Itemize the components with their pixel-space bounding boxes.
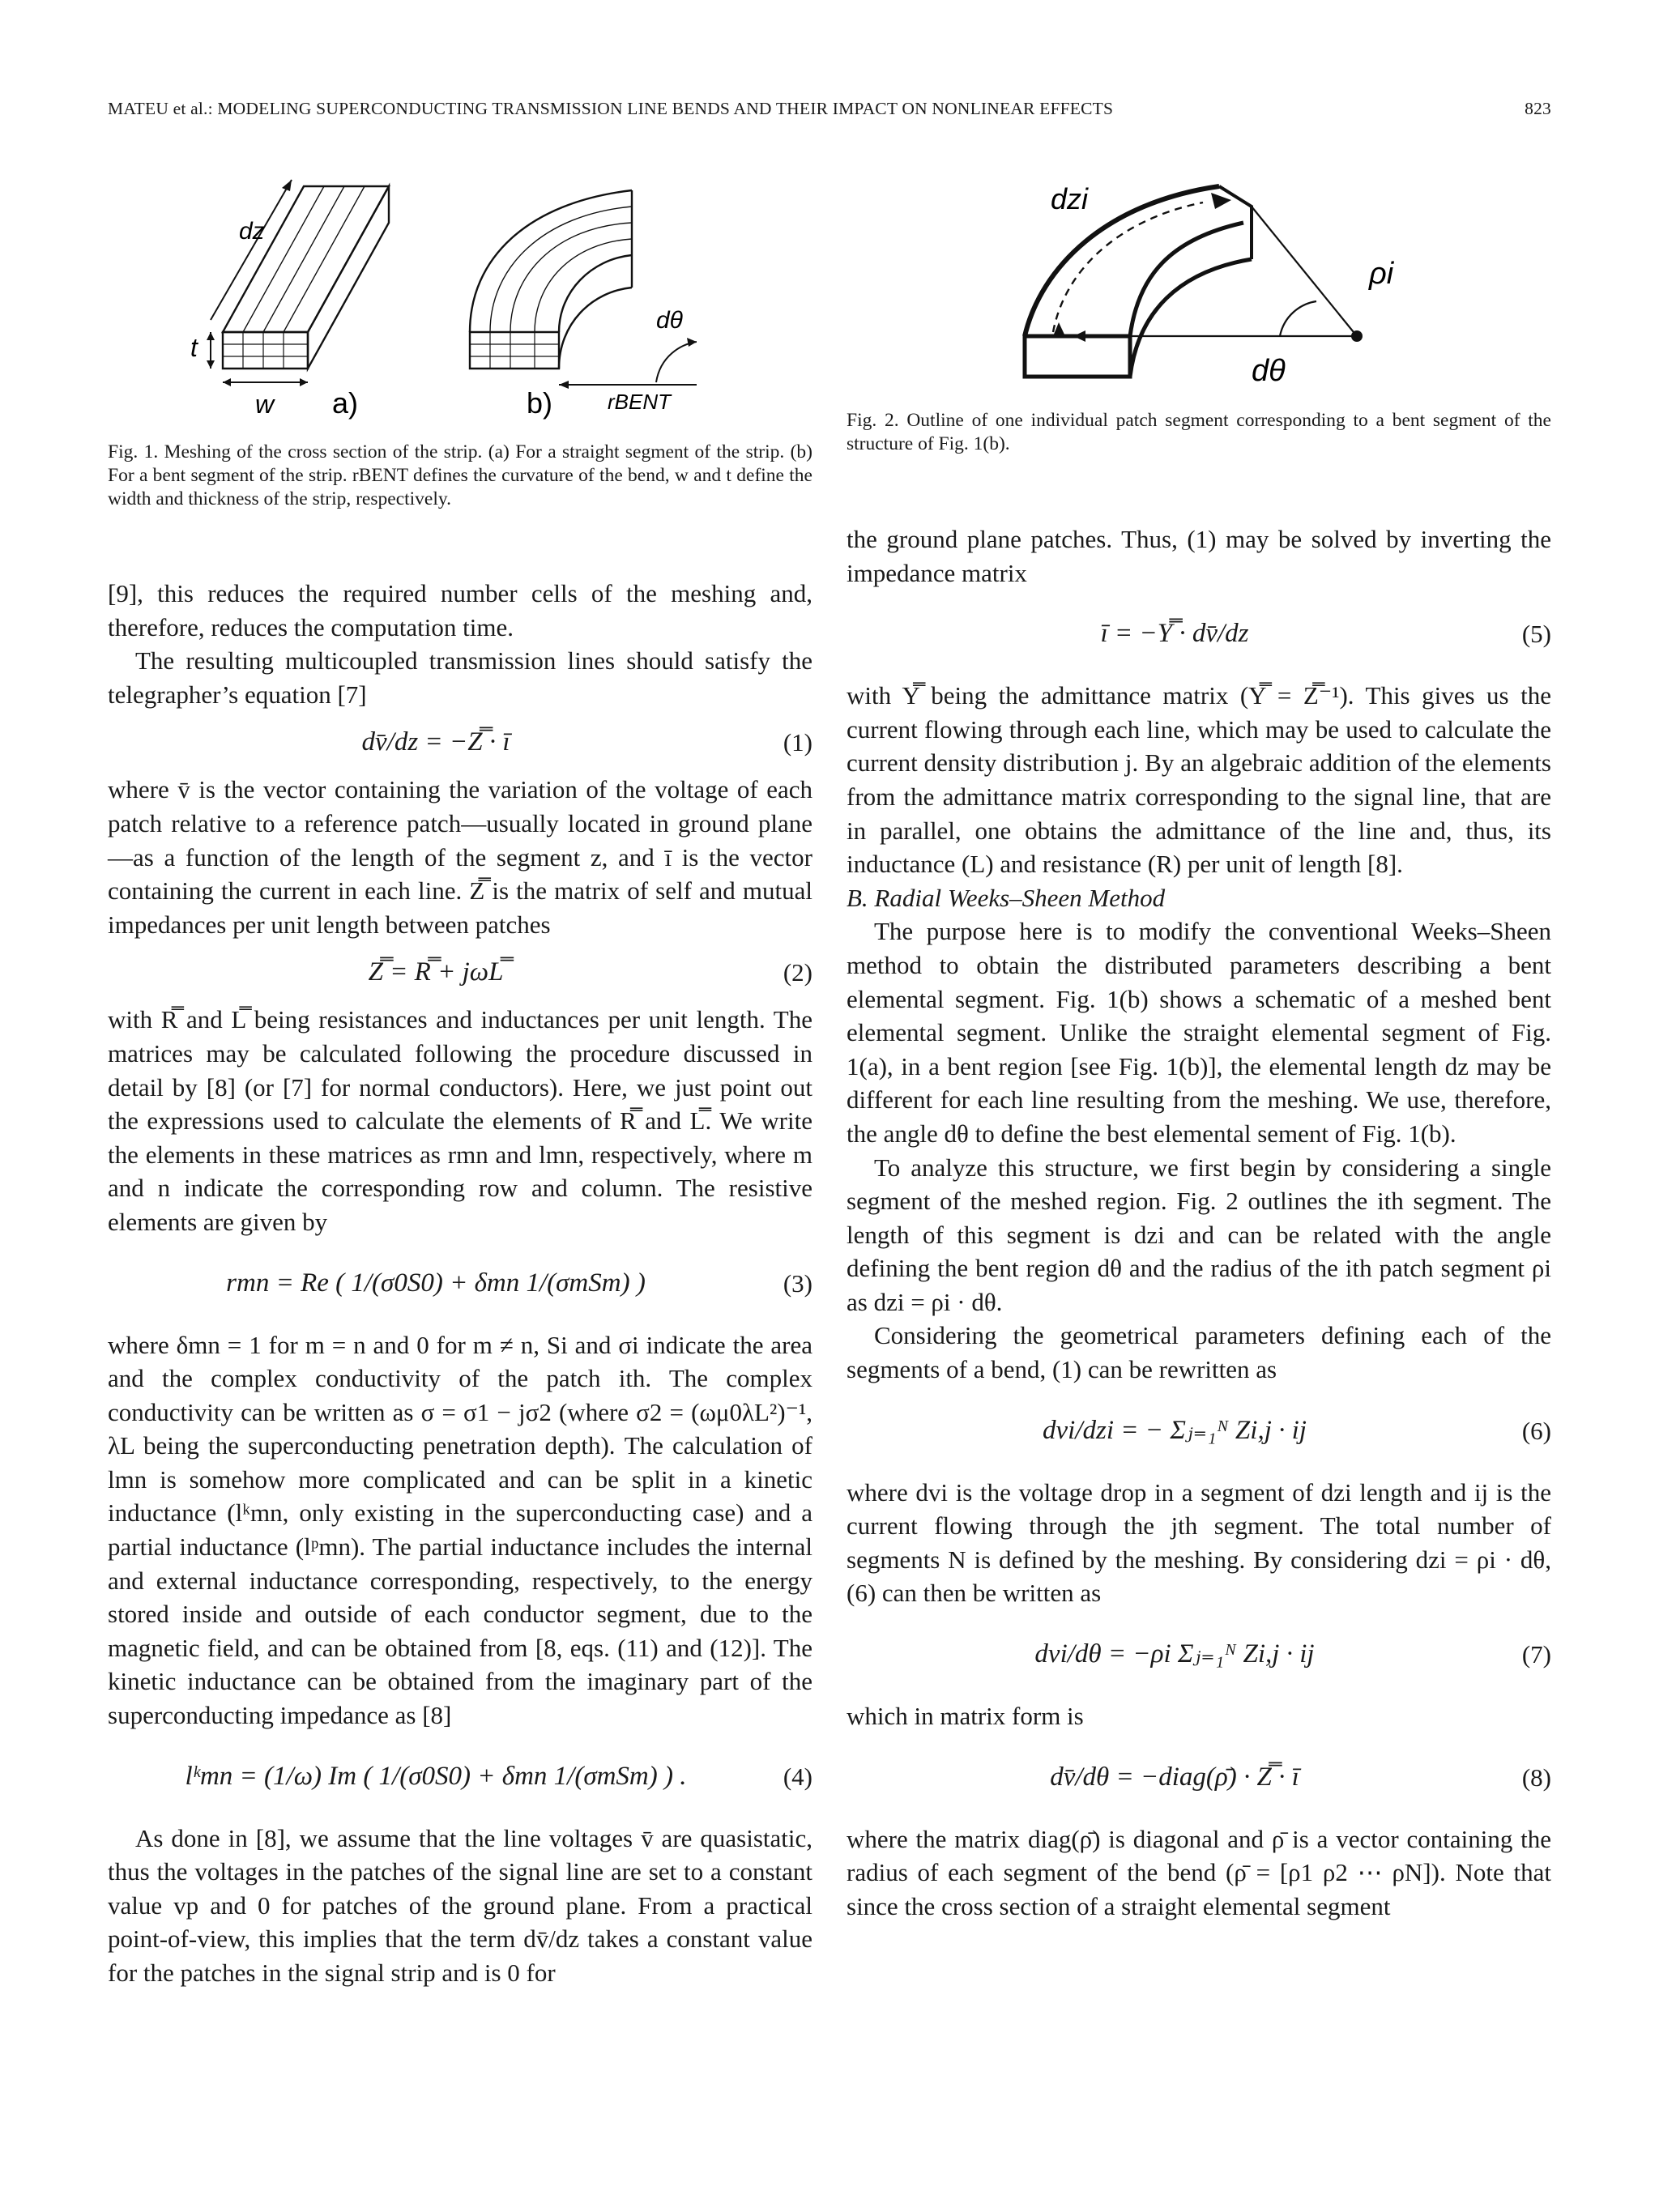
equation-body: dv̄/dz = −Z̿ · ī xyxy=(361,727,510,757)
equation-1 xyxy=(108,711,812,773)
equation-body: dv̄/dθ = −diag(ρ̄) · Z̿ · ī xyxy=(1050,1762,1299,1792)
paragraph: where δmn = 1 for m = n and 0 for m ≠ n, Si and σi indicate the area and the complex conductivity of the patch ith. The complex conductivity can be written as σ = σ1 − jσ2 (where σ2 = (ωμ0λL²)⁻¹, λL being the superconducting penetration depth). The calculation of lmn is somehow more complicated and can be split in a kinetic inductance (lᵏmn, only existing in the superconducting case) and a partial inductance (lᵖmn). The partial inductance includes the internal and external inductance corresponding, respectively, to the energy stored inside and outside of each conductor segment, due to the magnetic field, and can be obtained from [8, eqs. (11) and (12)]. The kinetic inductance can be obtained from the imaginary part of the superconducting impedance as [8] xyxy=(108,1330,812,1730)
equation-number: (5) xyxy=(1521,620,1551,649)
equation-4 xyxy=(108,1733,812,1822)
fig1-label-w: w xyxy=(255,390,275,419)
page-number: 823 xyxy=(1525,99,1551,118)
running-head xyxy=(108,99,1551,119)
paragraph: To analyze this structure, we first begin by considering a single segment of the meshed region. Fig. 2 outlines the ith segment. The length of this segment is dzi and can be related with the angle defining the bent region dθ and the radius of the ith patch segment ρi as dzi = ρi · dθ. xyxy=(847,1153,1551,1316)
paragraph: with R̿ and L̿ being resistances and inductances per unit length. The matrices may be calculated following the procedure discussed in detail by [8] (or [7] for normal conductors). Here, we just point out the expressions used to calculate the elements of R̿ and L̿. We write the elements in these matrices as rmn and lmn, respectively, where m and n indicate the corresponding row and column. The resistive elements are given by xyxy=(108,1005,812,1236)
equation-body: lᵏmn = (1/ω) Im ( 1/(σ0S0) + δmn 1/(σmSm) ) . xyxy=(185,1761,687,1791)
fig1-label-dtheta: dθ xyxy=(656,307,683,334)
paragraph: with Y̿ being the admittance matrix (Y̿ = Z̿⁻¹). This gives us the current flowing through each line, which may be used to calculate the current density distribution j. By an algebraic addition of the elements from the admittance matrix corresponding to the signal line, that are in parallel, one obtains the admittance of the line and, thus, its inductance (L) and resistance (R) per unit of length [8]. xyxy=(847,681,1551,879)
paragraph: where the matrix diag(ρ̄) is diagonal and ρ̄ is a vector containing the radius of each segment of the bend (ρ̄ = [ρ1 ρ2 ⋯ ρN]). Note that since the cross section of a straight elemental segment xyxy=(847,1824,1551,1920)
paragraph: which in matrix form is xyxy=(847,1702,1084,1731)
right-column xyxy=(847,522,1551,1923)
subsection-heading: B. Radial Weeks–Sheen Method xyxy=(847,883,1166,912)
fig1-label-a: a) xyxy=(332,386,359,420)
equation-number: (2) xyxy=(783,957,812,987)
figure-1-drawing xyxy=(178,170,697,429)
equation-body: rmn = Re ( 1/(σ0S0) + δmn 1/(σmSm) ) xyxy=(226,1268,646,1298)
fig2-label-rhoi: ρi xyxy=(1369,257,1394,291)
paragraph: where v̄ is the vector containing the variation of the voltage of each patch relative to a reference patch—usually located in ground plane—as a function of the length of the segment z, and ī is the vector containing the current in each line. Z̿ is the matrix of self and mutual impedances per unit length between patches xyxy=(108,775,812,939)
paragraph: where dvi is the voltage drop in a segment of dzi length and ij is the current flowing through the jth segment. The total number of segments N is defined by the meshing. By considering dzi = ρi · dθ, (6) can then be written as xyxy=(847,1477,1551,1608)
equation-number: (6) xyxy=(1521,1416,1551,1445)
running-title: MATEU et al.: MODELING SUPERCONDUCTING TRANSMISSION LINE BENDS AND THEIR IMPACT ON NONLINEAR EFFECTS xyxy=(108,99,1114,118)
left-column xyxy=(108,577,812,1990)
equation-body: dvi/dθ = −ρi Σⱼ₌₁ᴺ Zi,j · ij xyxy=(1034,1639,1315,1669)
paragraph: The purpose here is to modify the conventional Weeks–Sheen method to obtain the distributed parameters describing a bent elemental segment. Fig. 1(b) shows a schematic of a meshed bent elemental segment. Unlike the straight elemental segment of Fig. 1(a), in a bent region [see Fig. 1(b)], the elemental length dz may be different for each line resulting from the meshing. We use, therefore, the angle dθ to define the best elemental sement of Fig. 1(b). xyxy=(847,917,1551,1148)
fig1-label-dz: dz xyxy=(239,218,265,245)
paragraph: the ground plane patches. Thus, (1) may be solved by inverting the impedance matrix xyxy=(847,525,1551,587)
equation-2 xyxy=(108,941,812,1003)
fig1-label-rbent: rBENT xyxy=(608,390,671,414)
equation-number: (4) xyxy=(783,1762,812,1791)
paragraph: As done in [8], we assume that the line voltages v̄ are quasistatic, thus the voltages in the patches of the signal line are set to a constant value vp and 0 for patches of the ground plane. From a practical point-of-view, this implies that the term dv̄/dz takes a constant value for the patches in the signal strip and is 0 for xyxy=(108,1823,812,1987)
fig1-label-b: b) xyxy=(527,386,553,420)
figure-2-drawing xyxy=(1009,170,1430,393)
figure-2-caption: Fig. 2. Outline of one individual patch segment corresponding to a bent segment of the structure of Fig. 1(b). xyxy=(847,410,1551,454)
fig2-label-dzi: dzi xyxy=(1051,182,1089,215)
figure-2 xyxy=(1009,170,1430,393)
fig1-label-t: t xyxy=(190,333,198,362)
equation-number: (1) xyxy=(783,727,812,757)
equation-8 xyxy=(847,1733,1551,1822)
paragraph: The resulting multicoupled transmission lines should satisfy the telegrapher’s equation [7] xyxy=(108,646,812,709)
equation-body: dvi/dzi = − Σⱼ₌₁ᴺ Zi,j · ij xyxy=(1043,1415,1307,1445)
fig2-label-dtheta: dθ xyxy=(1252,354,1286,388)
equation-body: ī = −Y̿ · dv̄/dz xyxy=(1100,619,1249,649)
equation-5 xyxy=(847,590,1551,679)
equation-body: Z̿ = R̿ + jωL̿ xyxy=(368,957,504,987)
paragraph: [9], this reduces the required number cells of the meshing and, therefore, reduces the computation time. xyxy=(108,579,812,641)
paragraph: Considering the geometrical parameters defining each of the segments of a bend, (1) can be rewritten as xyxy=(847,1321,1551,1384)
equation-3 xyxy=(108,1239,812,1328)
figure-1 xyxy=(178,170,697,429)
equation-7 xyxy=(847,1610,1551,1699)
equation-number: (7) xyxy=(1521,1640,1551,1669)
equation-number: (3) xyxy=(783,1268,812,1298)
equation-number: (8) xyxy=(1521,1762,1551,1792)
figure-1-caption: Fig. 1. Meshing of the cross section of the strip. (a) For a straight segment of the strip. (b) For a bent segment of the strip. rBENT defines the curvature of the bend, w and t define the width and thickness of the strip, respectively. xyxy=(108,441,812,509)
equation-6 xyxy=(847,1387,1551,1476)
